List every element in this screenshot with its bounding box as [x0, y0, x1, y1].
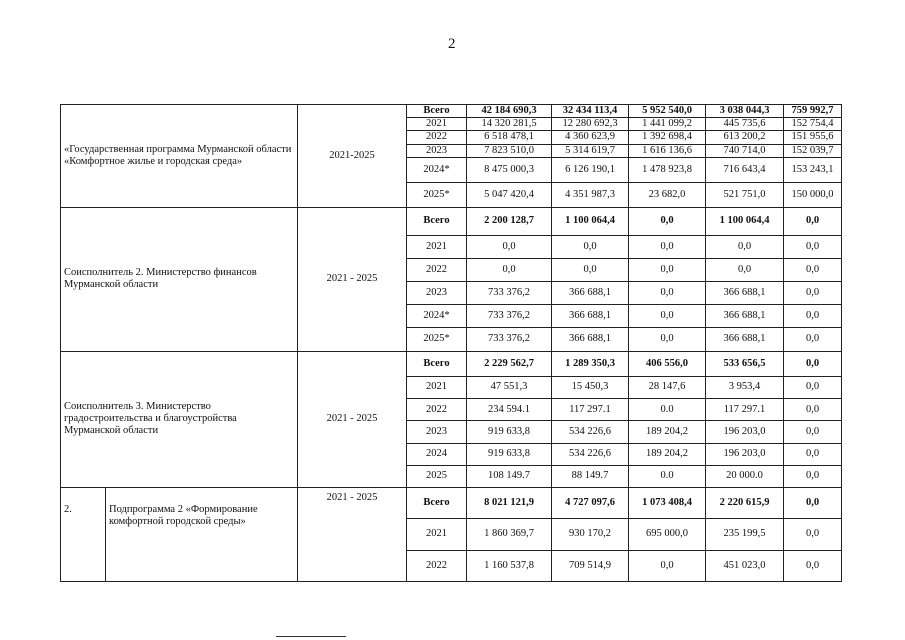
amount-cell: 0,0: [467, 258, 552, 281]
amount-cell: 445 735,6: [706, 118, 784, 131]
year-cell: 2025*: [407, 328, 467, 351]
amount-cell: 0,0: [629, 235, 706, 258]
amount-cell: 366 688,1: [552, 305, 629, 328]
amount-cell: 5 314 619,7: [552, 144, 629, 157]
amount-cell: 20 000.0: [706, 465, 784, 487]
amount-cell: 366 688,1: [706, 328, 784, 351]
amount-cell: 235 199,5: [706, 519, 784, 550]
year-cell: 2021: [407, 376, 467, 398]
amount-cell: 189 204,2: [629, 421, 706, 443]
amount-cell: 733 376,2: [467, 305, 552, 328]
amount-cell: 153 243,1: [784, 157, 842, 182]
amount-cell: 0,0: [629, 305, 706, 328]
amount-cell: 406 556,0: [629, 351, 706, 376]
table-row: [61, 487, 842, 518]
amount-cell: 0,0: [629, 550, 706, 581]
year-cell: 2021: [407, 519, 467, 550]
amount-cell: 117 297.1: [706, 399, 784, 421]
year-cell: 2025*: [407, 183, 467, 208]
amount-cell: 716 643,4: [706, 157, 784, 182]
amount-cell: 451 023,0: [706, 550, 784, 581]
amount-cell: 759 992,7: [784, 105, 842, 118]
amount-cell: 0,0: [629, 281, 706, 304]
table-row: [61, 105, 842, 118]
implementation-period: 2021 - 2025: [298, 351, 407, 487]
amount-cell: 0,0: [784, 399, 842, 421]
amount-cell: 0,0: [784, 328, 842, 351]
amount-cell: 4 360 623,9: [552, 131, 629, 144]
amount-cell: 108 149.7: [467, 465, 552, 487]
table-row: [61, 208, 842, 235]
amount-cell: 1 160 537,8: [467, 550, 552, 581]
amount-cell: 152 039,7: [784, 144, 842, 157]
amount-cell: 0,0: [784, 550, 842, 581]
year-cell: 2023: [407, 421, 467, 443]
amount-cell: 1 100 064,4: [552, 208, 629, 235]
amount-cell: 0,0: [784, 519, 842, 550]
amount-cell: 709 514,9: [552, 550, 629, 581]
amount-cell: 6 518 478,1: [467, 131, 552, 144]
implementation-period: 2021-2025: [298, 105, 407, 208]
amount-cell: 1 289 350,3: [552, 351, 629, 376]
amount-cell: 0,0: [784, 376, 842, 398]
amount-cell: 0,0: [784, 258, 842, 281]
year-cell: 2025: [407, 465, 467, 487]
amount-cell: 0,0: [629, 208, 706, 235]
amount-cell: 2 229 562,7: [467, 351, 552, 376]
amount-cell: 366 688,1: [706, 305, 784, 328]
year-cell: 2022: [407, 399, 467, 421]
amount-cell: 15 450,3: [552, 376, 629, 398]
amount-cell: 0,0: [784, 305, 842, 328]
row-number: 2.: [61, 487, 106, 581]
amount-cell: 3 038 044,3: [706, 105, 784, 118]
amount-cell: 196 203,0: [706, 443, 784, 465]
amount-cell: 189 204,2: [629, 443, 706, 465]
amount-cell: 0,0: [784, 487, 842, 518]
amount-cell: 4 351 987,3: [552, 183, 629, 208]
footnote-rule: [276, 636, 346, 637]
page-number: 2: [448, 36, 456, 52]
amount-cell: 28 147,6: [629, 376, 706, 398]
year-cell: 2021: [407, 235, 467, 258]
amount-cell: 0,0: [706, 258, 784, 281]
amount-cell: 534 226,6: [552, 421, 629, 443]
amount-cell: 2 200 128,7: [467, 208, 552, 235]
amount-cell: 0,0: [467, 235, 552, 258]
amount-cell: 5 952 540,0: [629, 105, 706, 118]
amount-cell: 196 203,0: [706, 421, 784, 443]
amount-cell: 1 478 923,8: [629, 157, 706, 182]
amount-cell: 533 656,5: [706, 351, 784, 376]
program-name: Соисполнитель 3. Министерство градостроительства и благоустройства Мурманской области: [61, 351, 298, 487]
year-cell: 2024: [407, 443, 467, 465]
amount-cell: 7 823 510,0: [467, 144, 552, 157]
amount-cell: 1 860 369,7: [467, 519, 552, 550]
program-name: Соисполнитель 2. Министерство финансов Мурманской области: [61, 208, 298, 351]
amount-cell: 32 434 113,4: [552, 105, 629, 118]
amount-cell: 3 953,4: [706, 376, 784, 398]
amount-cell: 4 727 097,6: [552, 487, 629, 518]
amount-cell: 0,0: [629, 258, 706, 281]
amount-cell: 0,0: [629, 328, 706, 351]
amount-cell: 23 682,0: [629, 183, 706, 208]
amount-cell: 2 220 615,9: [706, 487, 784, 518]
amount-cell: 919 633,8: [467, 443, 552, 465]
amount-cell: 0,0: [784, 443, 842, 465]
financing-table: [60, 104, 842, 582]
amount-cell: 0,0: [784, 351, 842, 376]
amount-cell: 733 376,2: [467, 281, 552, 304]
amount-cell: 0,0: [784, 208, 842, 235]
amount-cell: 534 226,6: [552, 443, 629, 465]
amount-cell: 0.0: [629, 465, 706, 487]
amount-cell: 12 280 692,3: [552, 118, 629, 131]
year-cell: Всего: [407, 105, 467, 118]
amount-cell: 0,0: [784, 465, 842, 487]
amount-cell: 1 616 136,6: [629, 144, 706, 157]
amount-cell: 366 688,1: [552, 281, 629, 304]
amount-cell: 47 551,3: [467, 376, 552, 398]
year-cell: Всего: [407, 208, 467, 235]
year-cell: Всего: [407, 487, 467, 518]
amount-cell: 919 633,8: [467, 421, 552, 443]
amount-cell: 0,0: [784, 235, 842, 258]
amount-cell: 740 714,0: [706, 144, 784, 157]
implementation-period: 2021 - 2025: [298, 208, 407, 351]
amount-cell: 1 100 064,4: [706, 208, 784, 235]
amount-cell: 366 688,1: [706, 281, 784, 304]
amount-cell: 613 200,2: [706, 131, 784, 144]
program-name: Подпрограмма 2 «Формирование комфортной городской среды»: [106, 487, 298, 581]
amount-cell: 1 441 099,2: [629, 118, 706, 131]
amount-cell: 5 047 420,4: [467, 183, 552, 208]
amount-cell: 150 000,0: [784, 183, 842, 208]
year-cell: 2023: [407, 281, 467, 304]
amount-cell: 8 021 121,9: [467, 487, 552, 518]
year-cell: 2024*: [407, 157, 467, 182]
amount-cell: 695 000,0: [629, 519, 706, 550]
amount-cell: 8 475 000,3: [467, 157, 552, 182]
program-name: «Государственная программа Мурманской области «Комфортное жилье и городская среда»: [61, 105, 298, 208]
year-cell: Всего: [407, 351, 467, 376]
amount-cell: 1 073 408,4: [629, 487, 706, 518]
table-row: [61, 351, 842, 376]
amount-cell: 0,0: [706, 235, 784, 258]
amount-cell: 366 688,1: [552, 328, 629, 351]
amount-cell: 733 376,2: [467, 328, 552, 351]
year-cell: 2022: [407, 550, 467, 581]
amount-cell: 151 955,6: [784, 131, 842, 144]
amount-cell: 1 392 698,4: [629, 131, 706, 144]
amount-cell: 6 126 190,1: [552, 157, 629, 182]
amount-cell: 930 170,2: [552, 519, 629, 550]
amount-cell: 521 751,0: [706, 183, 784, 208]
year-cell: 2022: [407, 258, 467, 281]
amount-cell: 152 754,4: [784, 118, 842, 131]
amount-cell: 14 320 281,5: [467, 118, 552, 131]
year-cell: 2021: [407, 118, 467, 131]
amount-cell: 0,0: [552, 258, 629, 281]
amount-cell: 0,0: [784, 421, 842, 443]
amount-cell: 88 149.7: [552, 465, 629, 487]
amount-cell: 0.0: [629, 399, 706, 421]
amount-cell: 0,0: [784, 281, 842, 304]
amount-cell: 117 297.1: [552, 399, 629, 421]
amount-cell: 0,0: [552, 235, 629, 258]
year-cell: 2024*: [407, 305, 467, 328]
year-cell: 2022: [407, 131, 467, 144]
amount-cell: 234 594.1: [467, 399, 552, 421]
implementation-period: 2021 - 2025: [298, 487, 407, 581]
amount-cell: 42 184 690,3: [467, 105, 552, 118]
year-cell: 2023: [407, 144, 467, 157]
